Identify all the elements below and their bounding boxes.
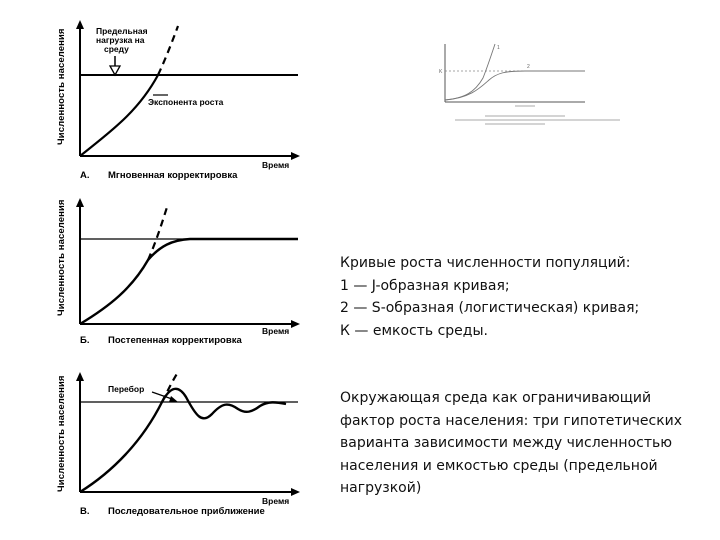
environment-line-3: варианта зависимости между численностью — [340, 435, 673, 451]
panel-a-x-arrow — [291, 152, 300, 160]
mini-capacity-label: K — [439, 69, 443, 75]
panel-a-x-axis-label: Время — [262, 160, 290, 170]
mini-growth-curves-figure — [425, 40, 630, 132]
growth-curves-line-3: 2 — S-образная (логистическая) кривая; — [340, 300, 640, 316]
panel-b-logistic-curve — [80, 239, 298, 324]
panel-b-x-arrow — [291, 320, 300, 328]
panel-a-y-arrow — [76, 20, 84, 29]
growth-curves-description — [340, 252, 639, 342]
panel-a-capacity-annotation-3: среду — [104, 44, 129, 54]
panel-c-projected-curve — [162, 372, 178, 402]
panel-b-gradual-correction — [50, 198, 305, 348]
panel-a-capacity-annotation-2: нагрузка на — [96, 35, 145, 45]
environment-line-5: нагрузкой) — [340, 480, 422, 496]
panel-a-projected-curve — [158, 26, 178, 75]
panel-c-successive-approximation — [50, 372, 305, 522]
panel-a-capacity-arrowhead — [110, 66, 120, 75]
panel-b-y-arrow — [76, 198, 84, 207]
environment-line-4: населения и емкостью среды (предельной — [340, 457, 658, 474]
environment-line-1: Окружающая среда как ограничивающий — [340, 390, 652, 406]
panel-c-x-axis-label: Время — [262, 496, 290, 506]
environment-line-2: фактор роста населения: три гипотетических — [340, 412, 683, 429]
panel-a-growth-curve — [80, 75, 158, 156]
mini-s-curve — [445, 71, 585, 100]
panel-a-y-axis-label: Численность населения — [56, 28, 67, 145]
panel-b-caption-letter: Б. — [80, 335, 90, 346]
panel-c-x-arrow — [291, 488, 300, 496]
panel-c-y-axis-label: Численность населения — [56, 375, 67, 492]
panel-c-overshoot-arrowhead — [169, 396, 178, 402]
mini-j-curve — [445, 44, 495, 100]
panel-c-y-arrow — [76, 372, 84, 381]
mini-growth-curves-plot — [425, 40, 630, 132]
panel-a-instant-correction — [50, 20, 305, 185]
growth-curves-line-4: К — емкость среды. — [340, 322, 488, 339]
panel-b-caption-title: Постепенная корректировка — [108, 335, 242, 346]
panel-a-caption-letter: А. — [80, 170, 90, 181]
panel-a-caption-title: Мгновенная корректировка — [108, 170, 238, 181]
growth-curves-line-1: Кривые роста численности популяций: — [340, 255, 631, 271]
panel-c-caption-letter: В. — [80, 506, 90, 517]
mini-j-curve-label: 1 — [497, 45, 500, 51]
panel-a-capacity-annotation-1: Предельная — [96, 26, 148, 36]
panel-c-oscillating-curve — [80, 389, 286, 492]
mini-s-curve-label: 2 — [527, 64, 530, 70]
environment-description — [340, 387, 682, 500]
panel-b-x-axis-label: Время — [262, 326, 290, 336]
panel-c-overshoot-annotation: Перебор — [108, 384, 145, 394]
panel-b-y-axis-label: Численность населения — [56, 199, 67, 316]
panel-a-growth-annotation: Экспонента роста — [148, 97, 224, 107]
growth-curves-line-2: 1 — J-образная кривая; — [340, 277, 510, 294]
panel-c-caption-title: Последовательное приближение — [108, 506, 265, 517]
